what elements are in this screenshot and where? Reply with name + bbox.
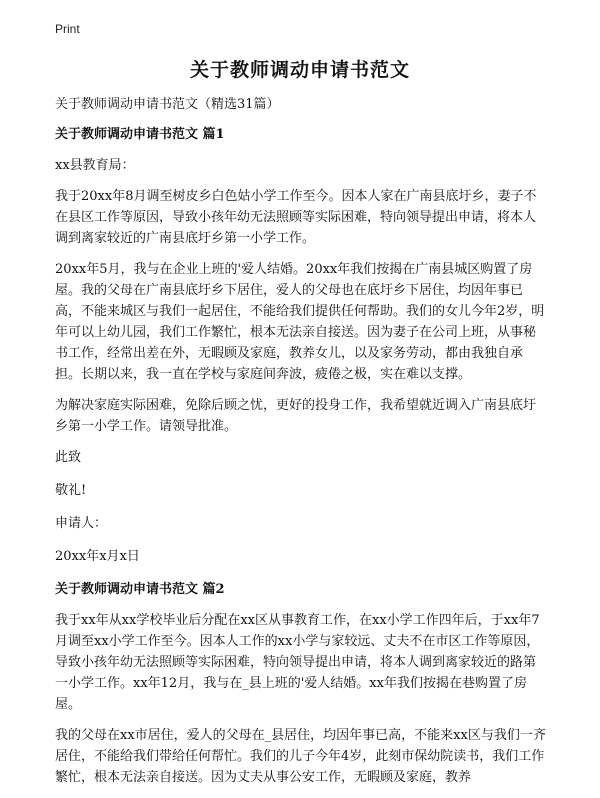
print-label[interactable]: Print xyxy=(55,22,80,36)
section-heading-2: 关于教师调动申请书范文 篇2 xyxy=(55,582,225,597)
document-title: 关于教师调动申请书范文 xyxy=(189,59,410,81)
salutation: xx县教育局： xyxy=(55,158,135,173)
paragraph: 为解决家庭实际困难，免除后顾之忧，更好的投身工作，我希望就近调入广南县底圩乡第一小学工作。请领导批准。 xyxy=(55,398,537,434)
section-heading-1: 关于教师调动申请书范文 篇1 xyxy=(55,127,225,142)
document-subtitle: 关于教师调动申请书范文（精选31篇） xyxy=(55,97,280,112)
paragraph: 我的父母在xx市居住，爱人的父母在_县居住，均因年事已高，不能来xx区与我们一齐居住，不能给我们带给任何帮忙。我们的儿子今年4岁，此刻市保幼院读书，我们工作繁忙，根本无法亲自接送。因为丈夫从事公安工作，无暇顾及家庭，教养 xyxy=(55,728,546,785)
date-line: 20xx年x月x日 xyxy=(55,549,140,564)
closing-line: 此致 xyxy=(55,450,82,465)
document-body xyxy=(55,94,547,798)
paragraph: 我于xx年从xx学校毕业后分配在xx区从事教育工作，在xx小学工作四年后，于xx年7月调至xx小学工作至今。因本人工作的xx小学与家较远、丈夫不在市区工作等原因，导致小孩年幼无法照顾等实际困难，特向领导提出申请，将本人调到离家较近的路第一小学工作。xx年12月，我与在_县上班的'爱人结婚。xx年我们按揭在巷购置了房屋。 xyxy=(55,613,540,712)
applicant-line: 申请人： xyxy=(55,516,108,531)
paragraph: 20xx年5月，我与在企业上班的'爱人结婚。20xx年我们按揭在广南县城区购置了房屋。我的父母在广南县底圩乡下居住，爱人的父母也在底圩乡下居住，均因年事已高，不能来城区与我们一起居住，不能给我们提供任何帮助。我们的女儿今年2岁，明年可以上幼儿园，我们工作繁忙，根本无法亲自接送。因为妻子在公司上班，从事秘书工作，经常出差在外，无暇顾及家庭，教养女儿，以及家务劳动，都由我独自承担。长期以来，我一直在学校与家庭间奔波，疲倦之极，实在难以支撑。 xyxy=(55,262,545,382)
paragraph: 我于20xx年8月调至树皮乡白色姑小学工作至今。因本人家在广南县底圩乡，妻子不在县区工作等原因，导致小孩年幼无法照顾等实际困难，特向领导提出申请，将本人调到离家较近的广南县底圩乡第一小学工作。 xyxy=(55,189,537,246)
closing-line: 敬礼! xyxy=(55,483,87,498)
